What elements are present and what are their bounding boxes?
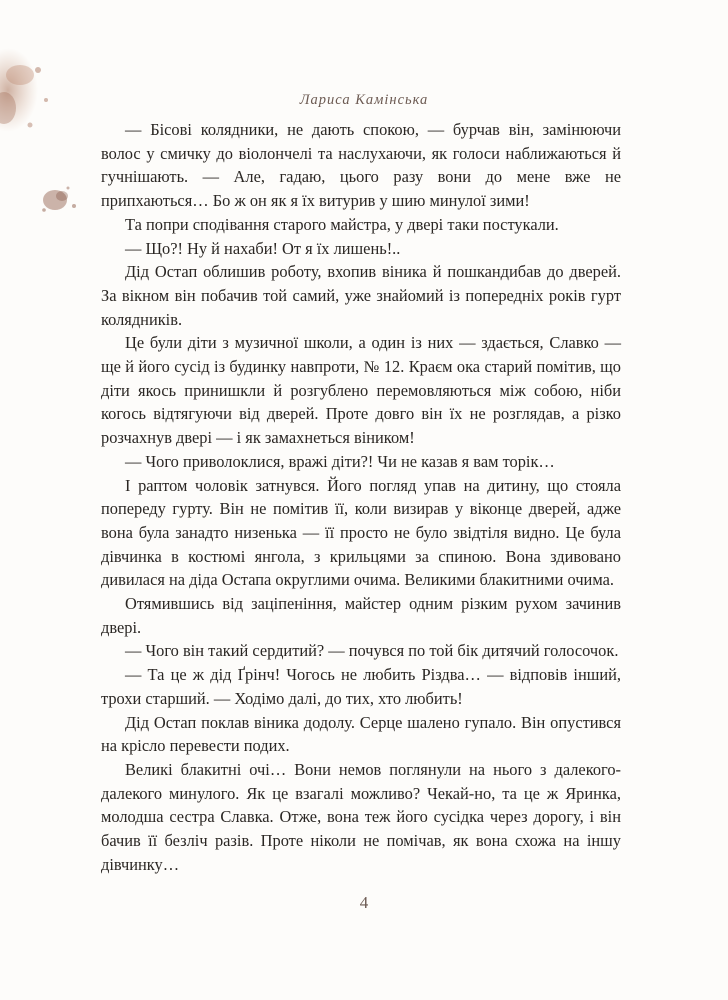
paragraph: Це були діти з музичної школи, а один із них — здається, Славко — ще й його сусід із будинку навпроти, № 12. Краєм ока старий помітив, що діти якось принишкли й розгублено перемовляються між собою, ніби когось відтягуючи від дверей. Проте довго він їх не розглядав, а різко розчахнув двері — і як замахнеться віником! (101, 333, 621, 448)
paragraph: Та попри сподівання старого майстра, у двері таки постукали. (125, 214, 559, 234)
running-head-author: Лариса Камінська (299, 92, 429, 108)
paragraph: І раптом чоловік затнувся. Його погляд упав на дитину, що стояла попереду гурту. Він не помітив її, коли визирав у віконце дверей, адже вона була занадто низенька — її просто не було звідтіля видно. Це була дівчинка в костюмі янгола, з крильцями за спиною. Вона здивовано дивилася на діда Остапа округлими очима. Великими блакитними очима. (101, 475, 621, 590)
page-number: 4 (359, 893, 369, 912)
paragraph: — Чого приволоклися, вражі діти?! Чи не казав я вам торік… (125, 451, 555, 471)
paragraph: Великі блакитні очі… Вони немов поглянули на нього з далекого-далекого минулого. Як це взагалі можливо? Чекай-но, та це ж Яринка, молодша сестра Славка. Отже, вона теж його сусідка через дорогу, і він бачив її безліч разів. Проте ніколи не помічав, як вона схожа на іншу дівчинку… (101, 759, 621, 874)
paragraph: — Бісові колядники, не дають спокою, — бурчав він, замінюючи волос у смичку до віолончелі та наслухаючи, як голоси наближаються й гучнішають. — Але, гадаю, цього разу вони до мене вже не припхаються… Бо ж он як я їх витурив у шию минулої зими! (101, 120, 621, 211)
paragraph: — Та це ж дід Ґрінч! Чогось не любить Різдва… — відповів інший, трохи старший. — Ходімо далі, до тих, хто любить! (101, 665, 621, 708)
body-text (101, 118, 621, 877)
paragraph: Отямившись від заціпеніння, майстер одним різким рухом зачинив двері. (101, 594, 621, 637)
paragraph: — Що?! Ну й нахаби! От я їх лишень!.. (125, 238, 401, 258)
paragraph: — Чого він такий сердитий? — почувся по той бік дитячий голосочок. (125, 641, 619, 661)
paragraph: Дід Остап облишив роботу, вхопив віника й пошкандибав до дверей. За вікном він побачив той самий, уже знайомий із попередніх років гурт колядників. (101, 262, 621, 329)
paragraph: Дід Остап поклав віника додолу. Серце шалено гупало. Він опустився на крісло перевести подих. (101, 712, 621, 756)
